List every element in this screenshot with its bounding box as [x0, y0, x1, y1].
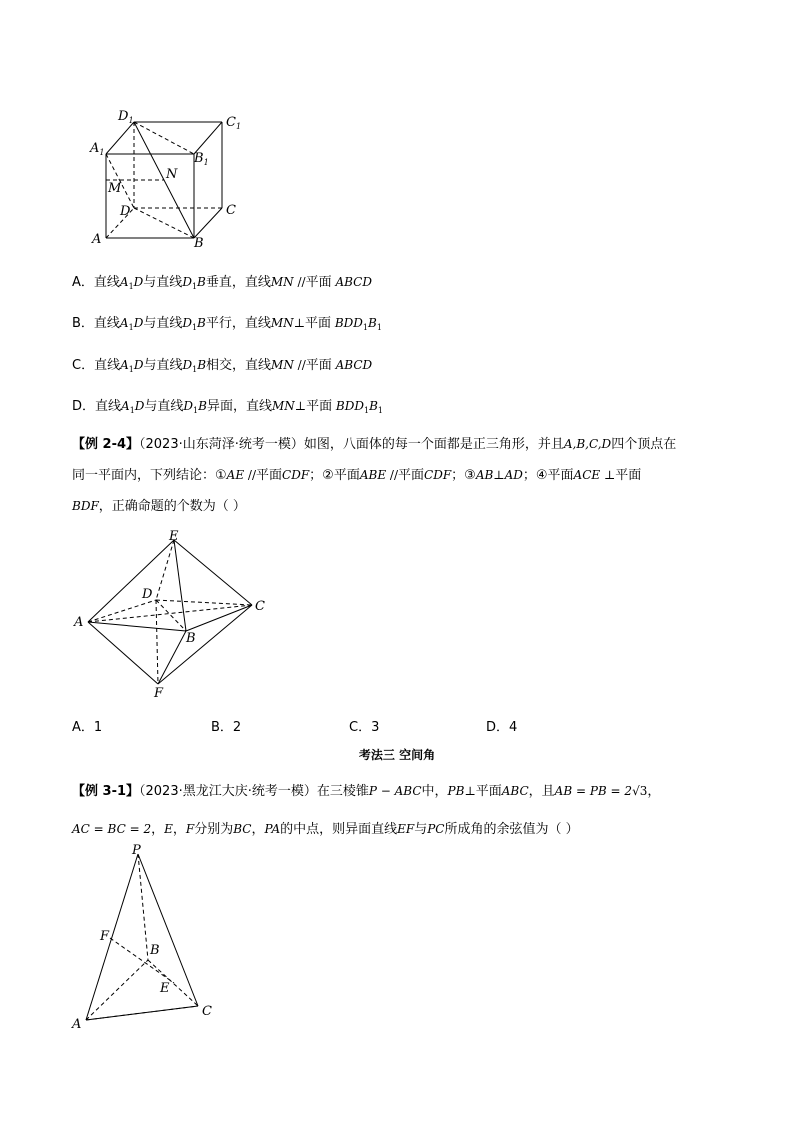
- option-b-q2: B．2: [211, 720, 242, 735]
- section-heading: 考法三 空间角: [358, 748, 436, 762]
- label-c: C: [202, 1004, 212, 1019]
- label-a: A: [92, 232, 102, 247]
- example-2-4-line2: 同一平面内，下列结论：①AE //平面CDF；②平面ABE //平面CDF；③AB⊥AD；④平面ACE ⊥平面: [72, 468, 642, 483]
- label-b1: $B_1$: [194, 151, 209, 167]
- label-d: D: [120, 204, 131, 219]
- example-2-4-line1: 【例 2-4】（2023·山东菏泽·统考一模）如图，八面体的每一个面都是正三角形，并且A,B,C,D四个顶点在: [72, 437, 677, 452]
- label-c1: $C_1$: [226, 115, 242, 131]
- label-a1: $A_1$: [90, 141, 105, 157]
- label-a: A: [74, 615, 84, 630]
- label-f: F: [154, 686, 164, 701]
- option-a-q1: A．直线$A_1D$与直线$D_1B$垂直，直线MN //平面 ABCD: [72, 275, 372, 291]
- pyramid-figure: [66, 840, 226, 1030]
- label-p: P: [132, 843, 141, 858]
- label-m: M: [108, 181, 122, 196]
- option-a-q2: A．1: [72, 720, 103, 735]
- label-n: N: [166, 167, 178, 182]
- example-3-1-line1: 【例 3-1】（2023·黑龙江大庆·统考一模）在三棱锥P − ABC中，PB⊥平面ABC，且AB = PB = 2√3，: [72, 784, 661, 799]
- label-c: C: [226, 203, 236, 218]
- example-2-4-line3: BDF，正确命题的个数为（ ）: [72, 499, 246, 514]
- label-c: C: [255, 599, 265, 614]
- option-c-q2: C．3: [349, 720, 380, 735]
- option-d-q1: D．直线$A_1D$与直线$D_1B$异面，直线MN⊥平面 $BDD_1B_1$: [72, 399, 383, 415]
- label-d: D: [142, 587, 153, 602]
- option-b-q1: B．直线$A_1D$与直线$D_1B$平行，直线MN⊥平面 $BDD_1B_1$: [72, 316, 382, 332]
- option-c-q1: C．直线$A_1D$与直线$D_1B$相交，直线MN //平面 ABCD: [72, 358, 373, 374]
- label-b: B: [186, 631, 196, 646]
- example-3-1-line2: AC = BC = 2，E，F分别为BC，PA的中点，则异面直线EF与PC所成角的余弦值为（ ）: [72, 822, 579, 837]
- label-b: B: [194, 236, 204, 251]
- cube-figure: [86, 104, 256, 254]
- option-d-q2: D．4: [486, 720, 518, 735]
- label-b: B: [150, 943, 160, 958]
- label-a: A: [72, 1017, 82, 1030]
- octahedron-figure: [70, 528, 280, 702]
- label-e: E: [160, 981, 170, 996]
- label-e: E: [169, 529, 179, 544]
- label-d1: $D_1$: [118, 109, 134, 125]
- label-f: F: [100, 929, 110, 944]
